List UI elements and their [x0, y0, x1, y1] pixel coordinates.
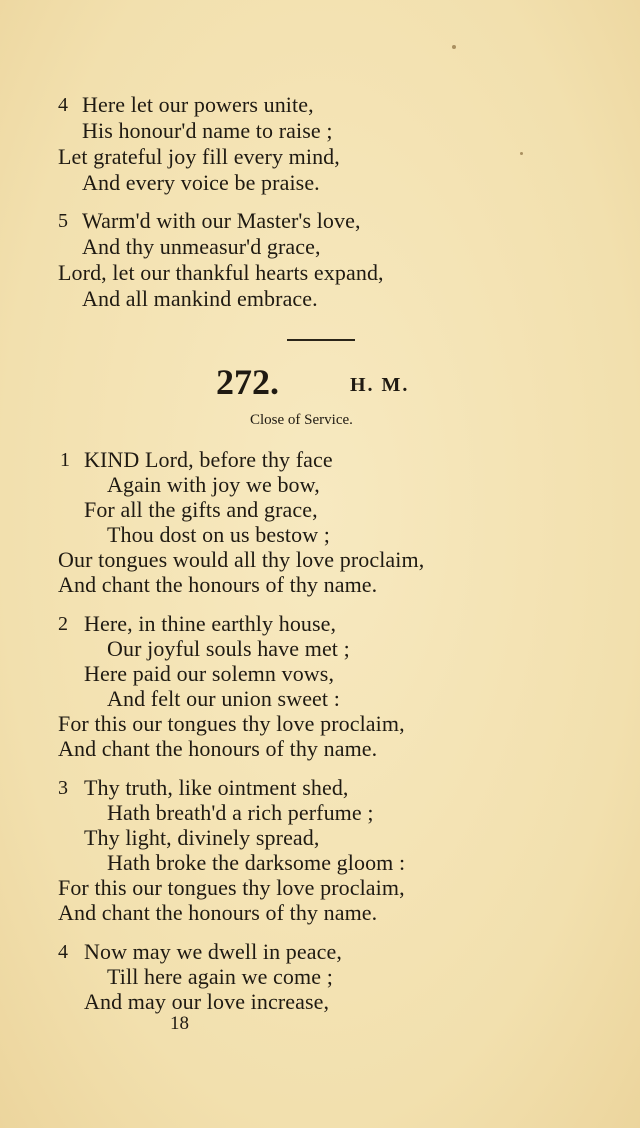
section-divider: [287, 339, 355, 341]
verse-line: And chant the honours of thy name.: [58, 736, 378, 761]
verse-line: Hath broke the darksome gloom :: [107, 850, 406, 875]
verse-line: And thy unmeasur'd grace,: [82, 234, 321, 259]
verse-number: 3: [58, 777, 68, 799]
hymn-title: Close of Service.: [250, 412, 353, 428]
verse-number: 4: [58, 94, 68, 116]
paper-speck: [520, 152, 523, 155]
verse-line: Thy light, divinely spread,: [84, 825, 320, 850]
verse-line: Warm'd with our Master's love,: [82, 208, 361, 233]
verse-line: Lord, let our thankful hearts expand,: [58, 260, 384, 285]
verse-number: 5: [58, 210, 68, 232]
verse-line: And felt our union sweet :: [107, 686, 340, 711]
verse-line: For this our tongues thy love proclaim,: [58, 711, 405, 736]
verse-line: And may our love increase,: [84, 989, 330, 1014]
verse-line: KIND Lord, before thy face: [84, 447, 333, 472]
verse-number: 1: [60, 449, 70, 471]
verse-line: Here let our powers unite,: [82, 92, 314, 117]
verse-line: Here, in thine earthly house,: [84, 611, 337, 636]
verse-line: Let grateful joy fill every mind,: [58, 144, 340, 169]
verse-line: Till here again we come ;: [107, 964, 333, 989]
verse-line: And chant the honours of thy name.: [58, 900, 378, 925]
page-number: 18: [170, 1013, 189, 1034]
verse-number: 4: [58, 941, 68, 963]
hymn-meter: H. M.: [350, 374, 410, 396]
verse-line: Here paid our solemn vows,: [84, 661, 335, 686]
verse-line: His honour'd name to raise ;: [82, 118, 333, 143]
verse-line: Now may we dwell in peace,: [84, 939, 342, 964]
verse-line: And all mankind embrace.: [82, 286, 318, 311]
verse-line: Thou dost on us bestow ;: [107, 522, 331, 547]
paper-speck: [452, 45, 456, 49]
hymn-number: 272.: [216, 362, 279, 402]
verse-line: For this our tongues thy love proclaim,: [58, 875, 405, 900]
verse-number: 2: [58, 613, 68, 635]
verse-line: Hath breath'd a rich perfume ;: [107, 800, 374, 825]
verse-line: Our joyful souls have met ;: [107, 636, 350, 661]
verse-line: Again with joy we bow,: [107, 472, 320, 497]
verse-line: And chant the honours of thy name.: [58, 572, 378, 597]
verse-line: And every voice be praise.: [82, 170, 320, 195]
verse-line: Our tongues would all thy love proclaim,: [58, 547, 425, 572]
verse-line: For all the gifts and grace,: [84, 497, 318, 522]
verse-line: Thy truth, like ointment shed,: [84, 775, 349, 800]
